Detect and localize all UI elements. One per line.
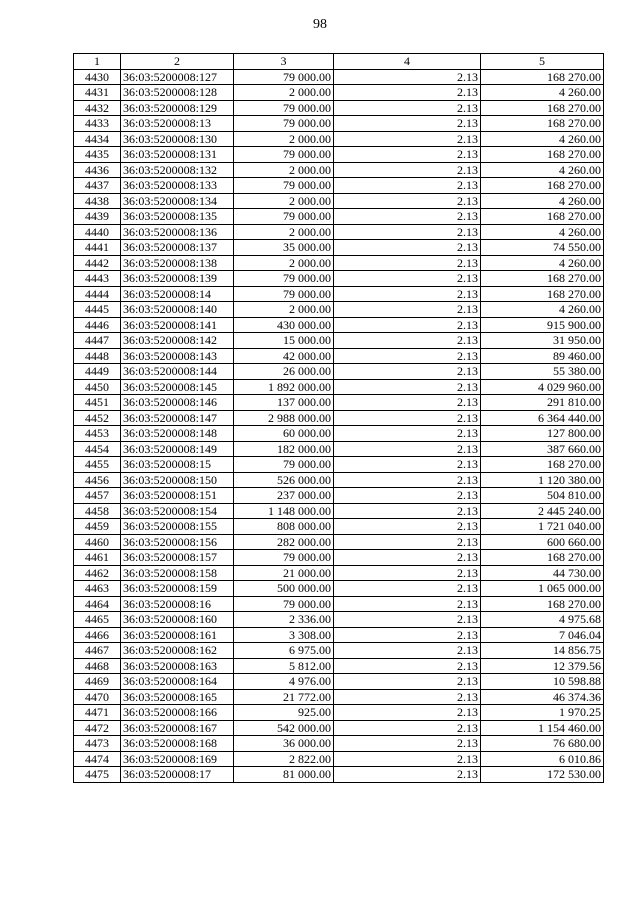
cadastral-number-cell: 36:03:5200008:155 <box>121 519 234 535</box>
total-amount-cell: 291 810.00 <box>481 395 604 411</box>
table-row <box>74 69 604 85</box>
value-amount-cell: 500 000.00 <box>234 581 334 597</box>
row-number-cell: 4458 <box>74 503 121 519</box>
rate-cell: 2.13 <box>334 581 481 597</box>
rate-cell: 2.13 <box>334 348 481 364</box>
value-amount-cell: 2 000.00 <box>234 224 334 240</box>
total-amount-cell: 89 460.00 <box>481 348 604 364</box>
cadastral-number-cell: 36:03:5200008:129 <box>121 100 234 116</box>
total-amount-cell: 74 550.00 <box>481 240 604 256</box>
value-amount-cell: 42 000.00 <box>234 348 334 364</box>
row-number-cell: 4441 <box>74 240 121 256</box>
value-amount-cell: 79 000.00 <box>234 209 334 225</box>
row-number-cell: 4443 <box>74 271 121 287</box>
page-number: 98 <box>313 17 327 32</box>
total-amount-cell: 168 270.00 <box>481 69 604 85</box>
cadastral-number-cell: 36:03:5200008:15 <box>121 457 234 473</box>
table-row <box>74 612 604 628</box>
table-row <box>74 348 604 364</box>
cadastral-number-cell: 36:03:5200008:142 <box>121 333 234 349</box>
total-amount-cell: 2 445 240.00 <box>481 503 604 519</box>
total-amount-cell: 46 374.36 <box>481 689 604 705</box>
table-body <box>74 69 604 782</box>
table-row <box>74 441 604 457</box>
rate-cell: 2.13 <box>334 503 481 519</box>
total-amount-cell: 387 660.00 <box>481 441 604 457</box>
rate-cell: 2.13 <box>334 488 481 504</box>
rate-cell: 2.13 <box>334 131 481 147</box>
value-amount-cell: 1 148 000.00 <box>234 503 334 519</box>
row-number-cell: 4475 <box>74 767 121 783</box>
total-amount-cell: 4 029 960.00 <box>481 379 604 395</box>
cadastral-number-cell: 36:03:5200008:141 <box>121 317 234 333</box>
cadastral-number-cell: 36:03:5200008:151 <box>121 488 234 504</box>
cadastral-number-cell: 36:03:5200008:167 <box>121 720 234 736</box>
rate-cell: 2.13 <box>334 100 481 116</box>
total-amount-cell: 168 270.00 <box>481 457 604 473</box>
rate-cell: 2.13 <box>334 147 481 163</box>
table-header-row <box>74 54 604 70</box>
rate-cell: 2.13 <box>334 302 481 318</box>
row-number-cell: 4472 <box>74 720 121 736</box>
table-row <box>74 178 604 194</box>
value-amount-cell: 79 000.00 <box>234 178 334 194</box>
total-amount-cell: 915 900.00 <box>481 317 604 333</box>
total-amount-cell: 1 120 380.00 <box>481 472 604 488</box>
rate-cell: 2.13 <box>334 751 481 767</box>
table-row <box>74 271 604 287</box>
value-amount-cell: 2 000.00 <box>234 162 334 178</box>
rate-cell: 2.13 <box>334 658 481 674</box>
row-number-cell: 4463 <box>74 581 121 597</box>
cadastral-number-cell: 36:03:5200008:140 <box>121 302 234 318</box>
table-row <box>74 364 604 380</box>
total-amount-cell: 4 260.00 <box>481 255 604 271</box>
total-amount-cell: 4 260.00 <box>481 131 604 147</box>
row-number-cell: 4446 <box>74 317 121 333</box>
value-amount-cell: 79 000.00 <box>234 550 334 566</box>
row-number-cell: 4455 <box>74 457 121 473</box>
rate-cell: 2.13 <box>334 162 481 178</box>
row-number-cell: 4432 <box>74 100 121 116</box>
value-amount-cell: 79 000.00 <box>234 147 334 163</box>
rate-cell: 2.13 <box>334 240 481 256</box>
row-number-cell: 4473 <box>74 736 121 752</box>
rate-cell: 2.13 <box>334 379 481 395</box>
row-number-cell: 4452 <box>74 410 121 426</box>
cadastral-number-cell: 36:03:5200008:144 <box>121 364 234 380</box>
value-amount-cell: 15 000.00 <box>234 333 334 349</box>
total-amount-cell: 14 856.75 <box>481 643 604 659</box>
table-row <box>74 116 604 132</box>
value-amount-cell: 2 000.00 <box>234 302 334 318</box>
cadastral-number-cell: 36:03:5200008:163 <box>121 658 234 674</box>
cadastral-table <box>73 53 604 783</box>
cadastral-number-cell: 36:03:5200008:166 <box>121 705 234 721</box>
column-header-2: 2 <box>121 54 234 70</box>
total-amount-cell: 168 270.00 <box>481 271 604 287</box>
table-row <box>74 379 604 395</box>
value-amount-cell: 21 772.00 <box>234 689 334 705</box>
total-amount-cell: 1 154 460.00 <box>481 720 604 736</box>
table-row <box>74 674 604 690</box>
table-row <box>74 333 604 349</box>
cadastral-number-cell: 36:03:5200008:139 <box>121 271 234 287</box>
total-amount-cell: 4 260.00 <box>481 302 604 318</box>
total-amount-cell: 44 730.00 <box>481 565 604 581</box>
value-amount-cell: 808 000.00 <box>234 519 334 535</box>
cadastral-number-cell: 36:03:5200008:148 <box>121 426 234 442</box>
rate-cell: 2.13 <box>334 519 481 535</box>
cadastral-number-cell: 36:03:5200008:149 <box>121 441 234 457</box>
table-row <box>74 627 604 643</box>
rate-cell: 2.13 <box>334 85 481 101</box>
table-row <box>74 193 604 209</box>
total-amount-cell: 1 970.25 <box>481 705 604 721</box>
table-row <box>74 255 604 271</box>
cadastral-number-cell: 36:03:5200008:128 <box>121 85 234 101</box>
total-amount-cell: 172 530.00 <box>481 767 604 783</box>
row-number-cell: 4434 <box>74 131 121 147</box>
row-number-cell: 4454 <box>74 441 121 457</box>
table-row <box>74 240 604 256</box>
rate-cell: 2.13 <box>334 534 481 550</box>
row-number-cell: 4437 <box>74 178 121 194</box>
cadastral-number-cell: 36:03:5200008:135 <box>121 209 234 225</box>
cadastral-number-cell: 36:03:5200008:150 <box>121 472 234 488</box>
total-amount-cell: 168 270.00 <box>481 116 604 132</box>
value-amount-cell: 2 000.00 <box>234 85 334 101</box>
row-number-cell: 4469 <box>74 674 121 690</box>
value-amount-cell: 925.00 <box>234 705 334 721</box>
cadastral-number-cell: 36:03:5200008:159 <box>121 581 234 597</box>
value-amount-cell: 3 308.00 <box>234 627 334 643</box>
rate-cell: 2.13 <box>334 364 481 380</box>
table-row <box>74 503 604 519</box>
table-row <box>74 131 604 147</box>
row-number-cell: 4440 <box>74 224 121 240</box>
value-amount-cell: 2 000.00 <box>234 131 334 147</box>
cadastral-number-cell: 36:03:5200008:133 <box>121 178 234 194</box>
table-row <box>74 550 604 566</box>
total-amount-cell: 12 379.56 <box>481 658 604 674</box>
rate-cell: 2.13 <box>334 333 481 349</box>
cadastral-number-cell: 36:03:5200008:162 <box>121 643 234 659</box>
row-number-cell: 4474 <box>74 751 121 767</box>
column-header-4: 4 <box>334 54 481 70</box>
total-amount-cell: 31 950.00 <box>481 333 604 349</box>
table-row <box>74 395 604 411</box>
rate-cell: 2.13 <box>334 705 481 721</box>
rate-cell: 2.13 <box>334 255 481 271</box>
cadastral-number-cell: 36:03:5200008:137 <box>121 240 234 256</box>
row-number-cell: 4470 <box>74 689 121 705</box>
row-number-cell: 4436 <box>74 162 121 178</box>
rate-cell: 2.13 <box>334 550 481 566</box>
row-number-cell: 4460 <box>74 534 121 550</box>
cadastral-number-cell: 36:03:5200008:14 <box>121 286 234 302</box>
row-number-cell: 4461 <box>74 550 121 566</box>
table-row <box>74 519 604 535</box>
total-amount-cell: 4 260.00 <box>481 193 604 209</box>
value-amount-cell: 21 000.00 <box>234 565 334 581</box>
table-row <box>74 162 604 178</box>
rate-cell: 2.13 <box>334 565 481 581</box>
value-amount-cell: 542 000.00 <box>234 720 334 736</box>
cadastral-number-cell: 36:03:5200008:138 <box>121 255 234 271</box>
total-amount-cell: 1 065 000.00 <box>481 581 604 597</box>
cadastral-number-cell: 36:03:5200008:154 <box>121 503 234 519</box>
value-amount-cell: 79 000.00 <box>234 271 334 287</box>
cadastral-number-cell: 36:03:5200008:147 <box>121 410 234 426</box>
row-number-cell: 4462 <box>74 565 121 581</box>
row-number-cell: 4442 <box>74 255 121 271</box>
row-number-cell: 4445 <box>74 302 121 318</box>
total-amount-cell: 168 270.00 <box>481 596 604 612</box>
value-amount-cell: 2 000.00 <box>234 193 334 209</box>
total-amount-cell: 168 270.00 <box>481 178 604 194</box>
value-amount-cell: 4 976.00 <box>234 674 334 690</box>
row-number-cell: 4430 <box>74 69 121 85</box>
rate-cell: 2.13 <box>334 612 481 628</box>
cadastral-number-cell: 36:03:5200008:17 <box>121 767 234 783</box>
cadastral-number-cell: 36:03:5200008:165 <box>121 689 234 705</box>
cadastral-number-cell: 36:03:5200008:160 <box>121 612 234 628</box>
table-row <box>74 534 604 550</box>
row-number-cell: 4431 <box>74 85 121 101</box>
rate-cell: 2.13 <box>334 736 481 752</box>
table-row <box>74 689 604 705</box>
total-amount-cell: 4 260.00 <box>481 224 604 240</box>
total-amount-cell: 4 260.00 <box>481 85 604 101</box>
cadastral-number-cell: 36:03:5200008:127 <box>121 69 234 85</box>
total-amount-cell: 55 380.00 <box>481 364 604 380</box>
rate-cell: 2.13 <box>334 596 481 612</box>
row-number-cell: 4448 <box>74 348 121 364</box>
row-number-cell: 4433 <box>74 116 121 132</box>
cadastral-number-cell: 36:03:5200008:143 <box>121 348 234 364</box>
value-amount-cell: 79 000.00 <box>234 457 334 473</box>
table-row <box>74 457 604 473</box>
rate-cell: 2.13 <box>334 193 481 209</box>
total-amount-cell: 4 975.68 <box>481 612 604 628</box>
cadastral-number-cell: 36:03:5200008:157 <box>121 550 234 566</box>
row-number-cell: 4435 <box>74 147 121 163</box>
cadastral-number-cell: 36:03:5200008:168 <box>121 736 234 752</box>
table-row <box>74 767 604 783</box>
table-row <box>74 658 604 674</box>
value-amount-cell: 237 000.00 <box>234 488 334 504</box>
total-amount-cell: 10 598.88 <box>481 674 604 690</box>
value-amount-cell: 137 000.00 <box>234 395 334 411</box>
value-amount-cell: 79 000.00 <box>234 100 334 116</box>
cadastral-number-cell: 36:03:5200008:145 <box>121 379 234 395</box>
total-amount-cell: 168 270.00 <box>481 286 604 302</box>
value-amount-cell: 26 000.00 <box>234 364 334 380</box>
row-number-cell: 4456 <box>74 472 121 488</box>
row-number-cell: 4447 <box>74 333 121 349</box>
rate-cell: 2.13 <box>334 627 481 643</box>
rate-cell: 2.13 <box>334 689 481 705</box>
table-row <box>74 596 604 612</box>
table-row <box>74 581 604 597</box>
cadastral-number-cell: 36:03:5200008:164 <box>121 674 234 690</box>
total-amount-cell: 1 721 040.00 <box>481 519 604 535</box>
row-number-cell: 4471 <box>74 705 121 721</box>
rate-cell: 2.13 <box>334 395 481 411</box>
total-amount-cell: 4 260.00 <box>481 162 604 178</box>
row-number-cell: 4468 <box>74 658 121 674</box>
total-amount-cell: 168 270.00 <box>481 209 604 225</box>
value-amount-cell: 81 000.00 <box>234 767 334 783</box>
rate-cell: 2.13 <box>334 224 481 240</box>
rate-cell: 2.13 <box>334 317 481 333</box>
rate-cell: 2.13 <box>334 209 481 225</box>
row-number-cell: 4450 <box>74 379 121 395</box>
row-number-cell: 4459 <box>74 519 121 535</box>
total-amount-cell: 168 270.00 <box>481 147 604 163</box>
table-row <box>74 705 604 721</box>
cadastral-number-cell: 36:03:5200008:158 <box>121 565 234 581</box>
total-amount-cell: 600 660.00 <box>481 534 604 550</box>
row-number-cell: 4465 <box>74 612 121 628</box>
rate-cell: 2.13 <box>334 69 481 85</box>
total-amount-cell: 6 364 440.00 <box>481 410 604 426</box>
rate-cell: 2.13 <box>334 441 481 457</box>
cadastral-number-cell: 36:03:5200008:131 <box>121 147 234 163</box>
row-number-cell: 4453 <box>74 426 121 442</box>
row-number-cell: 4449 <box>74 364 121 380</box>
cadastral-number-cell: 36:03:5200008:169 <box>121 751 234 767</box>
table-row <box>74 100 604 116</box>
row-number-cell: 4457 <box>74 488 121 504</box>
cadastral-number-cell: 36:03:5200008:146 <box>121 395 234 411</box>
value-amount-cell: 2 988 000.00 <box>234 410 334 426</box>
table-row <box>74 472 604 488</box>
total-amount-cell: 6 010.86 <box>481 751 604 767</box>
rate-cell: 2.13 <box>334 720 481 736</box>
value-amount-cell: 6 975.00 <box>234 643 334 659</box>
rate-cell: 2.13 <box>334 643 481 659</box>
total-amount-cell: 168 270.00 <box>481 100 604 116</box>
cadastral-number-cell: 36:03:5200008:132 <box>121 162 234 178</box>
table-row <box>74 720 604 736</box>
total-amount-cell: 127 800.00 <box>481 426 604 442</box>
rate-cell: 2.13 <box>334 767 481 783</box>
value-amount-cell: 5 812.00 <box>234 658 334 674</box>
value-amount-cell: 79 000.00 <box>234 116 334 132</box>
rate-cell: 2.13 <box>334 271 481 287</box>
rate-cell: 2.13 <box>334 426 481 442</box>
rate-cell: 2.13 <box>334 286 481 302</box>
total-amount-cell: 7 046.04 <box>481 627 604 643</box>
table-row <box>74 224 604 240</box>
value-amount-cell: 430 000.00 <box>234 317 334 333</box>
table-row <box>74 147 604 163</box>
row-number-cell: 4464 <box>74 596 121 612</box>
table-row <box>74 410 604 426</box>
total-amount-cell: 168 270.00 <box>481 550 604 566</box>
table-row <box>74 286 604 302</box>
table-row <box>74 317 604 333</box>
rate-cell: 2.13 <box>334 410 481 426</box>
cadastral-number-cell: 36:03:5200008:134 <box>121 193 234 209</box>
row-number-cell: 4451 <box>74 395 121 411</box>
value-amount-cell: 79 000.00 <box>234 286 334 302</box>
table-row <box>74 751 604 767</box>
value-amount-cell: 1 892 000.00 <box>234 379 334 395</box>
table-header <box>74 54 604 70</box>
cadastral-number-cell: 36:03:5200008:136 <box>121 224 234 240</box>
table-row <box>74 565 604 581</box>
cadastral-number-cell: 36:03:5200008:13 <box>121 116 234 132</box>
table-row <box>74 488 604 504</box>
cadastral-number-cell: 36:03:5200008:156 <box>121 534 234 550</box>
total-amount-cell: 76 680.00 <box>481 736 604 752</box>
cadastral-number-cell: 36:03:5200008:161 <box>121 627 234 643</box>
column-header-1: 1 <box>74 54 121 70</box>
value-amount-cell: 282 000.00 <box>234 534 334 550</box>
value-amount-cell: 79 000.00 <box>234 596 334 612</box>
value-amount-cell: 2 000.00 <box>234 255 334 271</box>
rate-cell: 2.13 <box>334 178 481 194</box>
column-header-3: 3 <box>234 54 334 70</box>
rate-cell: 2.13 <box>334 457 481 473</box>
column-header-5: 5 <box>481 54 604 70</box>
row-number-cell: 4438 <box>74 193 121 209</box>
value-amount-cell: 2 336.00 <box>234 612 334 628</box>
table-row <box>74 302 604 318</box>
value-amount-cell: 526 000.00 <box>234 472 334 488</box>
row-number-cell: 4467 <box>74 643 121 659</box>
cadastral-number-cell: 36:03:5200008:16 <box>121 596 234 612</box>
cadastral-number-cell: 36:03:5200008:130 <box>121 131 234 147</box>
table-row <box>74 426 604 442</box>
table-row <box>74 209 604 225</box>
row-number-cell: 4439 <box>74 209 121 225</box>
value-amount-cell: 79 000.00 <box>234 69 334 85</box>
row-number-cell: 4466 <box>74 627 121 643</box>
rate-cell: 2.13 <box>334 116 481 132</box>
table-row <box>74 736 604 752</box>
value-amount-cell: 60 000.00 <box>234 426 334 442</box>
value-amount-cell: 2 822.00 <box>234 751 334 767</box>
table-row <box>74 85 604 101</box>
rate-cell: 2.13 <box>334 472 481 488</box>
rate-cell: 2.13 <box>334 674 481 690</box>
row-number-cell: 4444 <box>74 286 121 302</box>
value-amount-cell: 36 000.00 <box>234 736 334 752</box>
table-row <box>74 643 604 659</box>
value-amount-cell: 35 000.00 <box>234 240 334 256</box>
value-amount-cell: 182 000.00 <box>234 441 334 457</box>
total-amount-cell: 504 810.00 <box>481 488 604 504</box>
